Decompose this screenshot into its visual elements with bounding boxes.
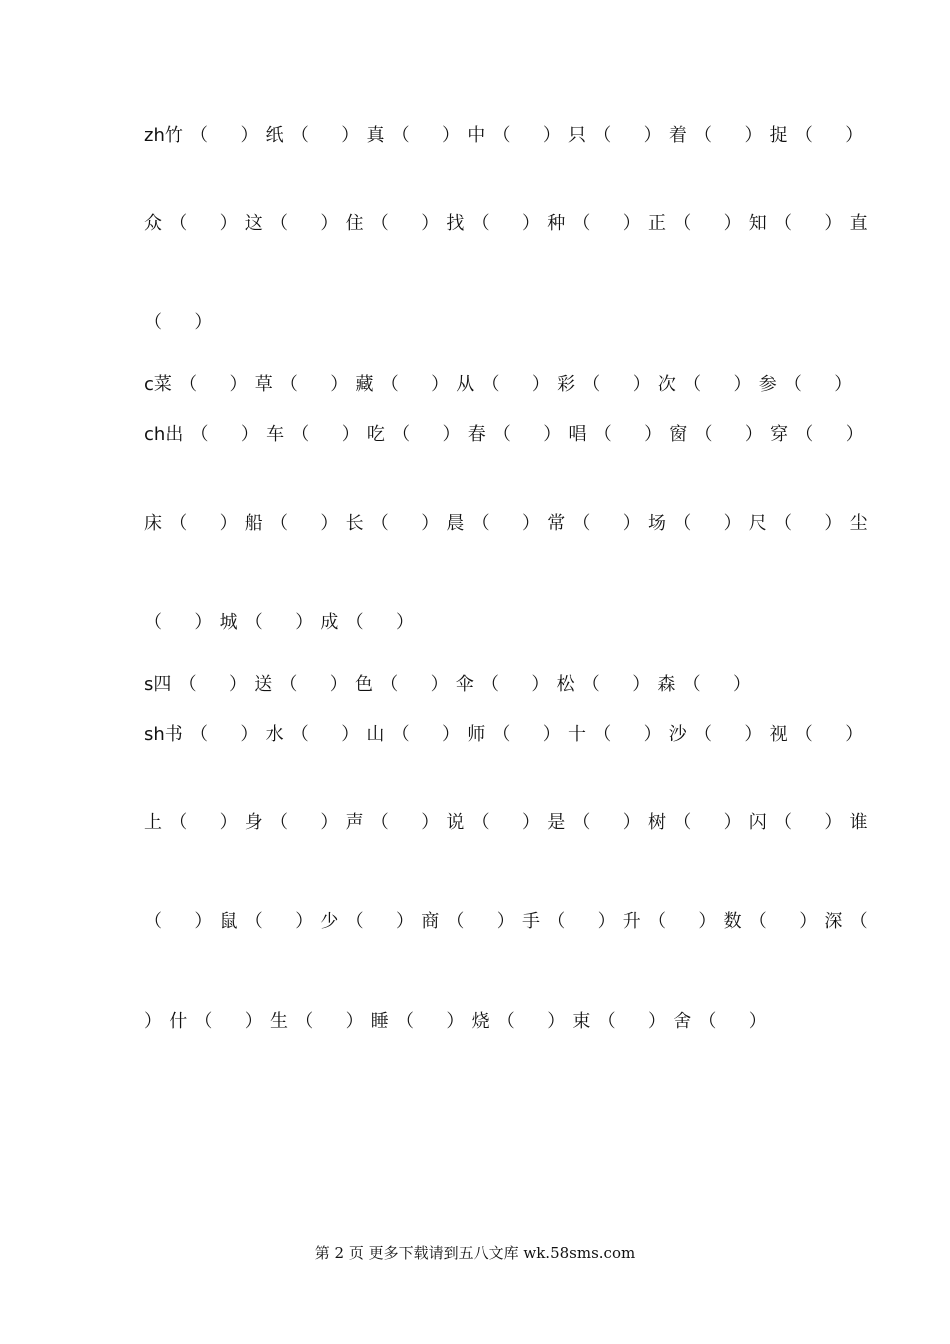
- line-text: ）什（ ）生（ ）睡（ ）烧（ ）束（ ）舍（ ）: [144, 1011, 774, 1032]
- line-ch-1: [144, 423, 871, 447]
- line-text: 出（ ）车（ ）吃（ ）春（ ）唱（ ）窗（ ）穿（ ）: [165, 424, 871, 445]
- pinyin-prefix: s: [144, 674, 154, 695]
- line-text: （ ）: [144, 312, 220, 333]
- line-text: 竹（ ）纸（ ）真（ ）中（ ）只（ ）着（ ）捉（ ）: [164, 125, 871, 146]
- line-zh-2: [144, 212, 875, 236]
- line-text: 菜（ ）草（ ）藏（ ）从（ ）彩（ ）次（ ）参（ ）: [153, 374, 860, 395]
- line-text: （ ）城（ ）成（ ）: [144, 612, 422, 633]
- line-ch-2: [144, 512, 875, 536]
- line-text: （ ）鼠（ ）少（ ）商（ ）手（ ）升（ ）数（ ）深（: [144, 911, 875, 932]
- line-text: 上（ ）身（ ）声（ ）说（ ）是（ ）树（ ）闪（ ）谁: [144, 812, 875, 833]
- line-sh-1: [144, 723, 871, 747]
- line-s: [144, 673, 794, 697]
- pinyin-prefix: zh: [144, 125, 165, 146]
- pinyin-prefix: c: [144, 374, 154, 395]
- page-footer: 第 2 页 更多下载请到五八文库 wk.58sms.com: [314, 1244, 636, 1262]
- line-zh-3: [144, 311, 794, 335]
- line-text: 众（ ）这（ ）住（ ）找（ ）种（ ）正（ ）知（ ）直: [144, 213, 875, 234]
- pinyin-prefix: ch: [144, 424, 166, 445]
- line-ch-3: [144, 611, 794, 635]
- line-sh-2: [144, 811, 875, 835]
- line-text: 书（ ）水（ ）山（ ）师（ ）十（ ）沙（ ）视（ ）: [164, 724, 871, 745]
- line-text: 四（ ）送（ ）色（ ）伞（ ）松（ ）森（ ）: [153, 674, 759, 695]
- line-text: 床（ ）船（ ）长（ ）晨（ ）常（ ）场（ ）尺（ ）尘: [144, 513, 875, 534]
- line-c: [144, 373, 860, 397]
- line-sh-3: [144, 910, 875, 934]
- line-sh-4: [144, 1010, 794, 1034]
- pinyin-prefix: sh: [144, 724, 165, 745]
- line-zh-1: [144, 124, 871, 148]
